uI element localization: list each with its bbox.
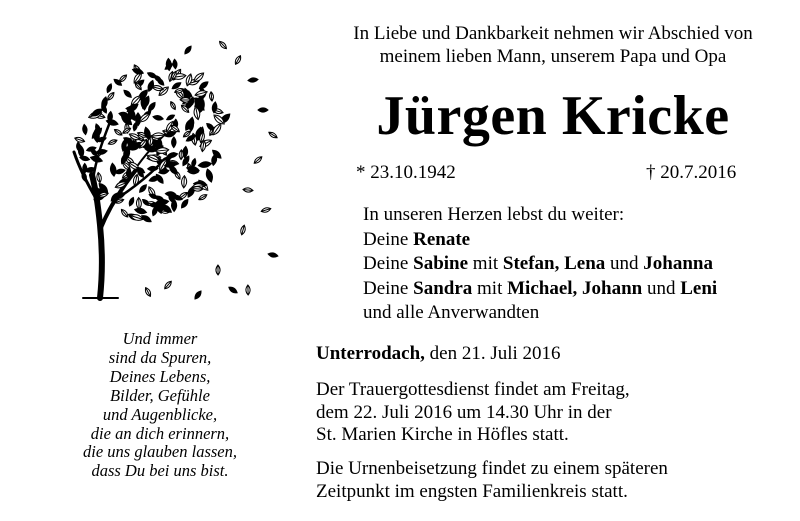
service-info (316, 379, 630, 447)
poem-line: Bilder, Gefühle (110, 385, 210, 405)
intro-text (318, 22, 788, 68)
word-und: und (610, 253, 639, 274)
poem-line: Deines Lebens, (109, 366, 211, 386)
family-rest: und alle Anverwandten (363, 302, 540, 323)
intro-line-1: In Liebe und Dankbarkeit nehmen wir Abschied von (353, 23, 753, 44)
word-mit: mit (472, 253, 499, 274)
name-sabine: Sabine (413, 253, 469, 274)
intro-line-2: meinem lieben Mann, unserem Papa und Opa (379, 46, 727, 67)
word-deine: Deine (363, 277, 409, 299)
word-deine: Deine (363, 253, 409, 274)
name-leni: Leni (680, 277, 718, 299)
poem-line: und Augenblicke, (102, 404, 218, 424)
birth-date: * 23.10.1942 (356, 162, 456, 183)
poem (60, 330, 260, 481)
family-line-renate (363, 228, 717, 253)
death-date: † 20.7.2016 (646, 162, 737, 183)
tree-foliage (74, 58, 232, 223)
word-und: und (646, 277, 676, 299)
poem-line: dass Du bei uns bist. (91, 461, 229, 481)
poem-line: die uns glauben lassen, (83, 442, 237, 462)
place-date (316, 343, 561, 365)
word-mit: mit (477, 277, 503, 299)
name-sandra: Sandra (413, 277, 473, 299)
service-line: dem 22. Juli 2016 um 14.30 Uhr in der (316, 401, 612, 423)
family-list (363, 203, 717, 326)
urn-info (316, 458, 668, 503)
poem-line: Und immer (122, 329, 198, 348)
poem-line: sind da Spuren, (108, 347, 212, 367)
service-line: Der Trauergottesdienst findet am Freitag, (316, 379, 630, 400)
family-line-sabine (363, 252, 717, 277)
names-stefan-lena: Stefan, Lena (502, 253, 606, 274)
place: Unterrodach, (316, 343, 425, 364)
names-michael-johann: Michael, Johann (507, 277, 643, 299)
family-line-sandra (363, 277, 717, 302)
name-renate: Renate (413, 228, 471, 250)
tree-illustration (48, 40, 288, 310)
service-line: St. Marien Kirche in Höfles statt. (316, 424, 569, 445)
name-johanna: Johanna (643, 253, 713, 274)
date: den 21. Juli 2016 (429, 343, 561, 364)
urn-line: Die Urnenbeisetzung findet zu einem späteren (316, 458, 668, 479)
deceased-name: Jürgen Kricke (376, 85, 730, 147)
poem-line: die an dich erinnern, (90, 423, 230, 443)
family-intro: In unseren Herzen lebst du weiter: (363, 204, 625, 225)
word-deine: Deine (363, 228, 409, 250)
urn-line: Zeitpunkt im engsten Familienkreis statt. (316, 480, 628, 502)
